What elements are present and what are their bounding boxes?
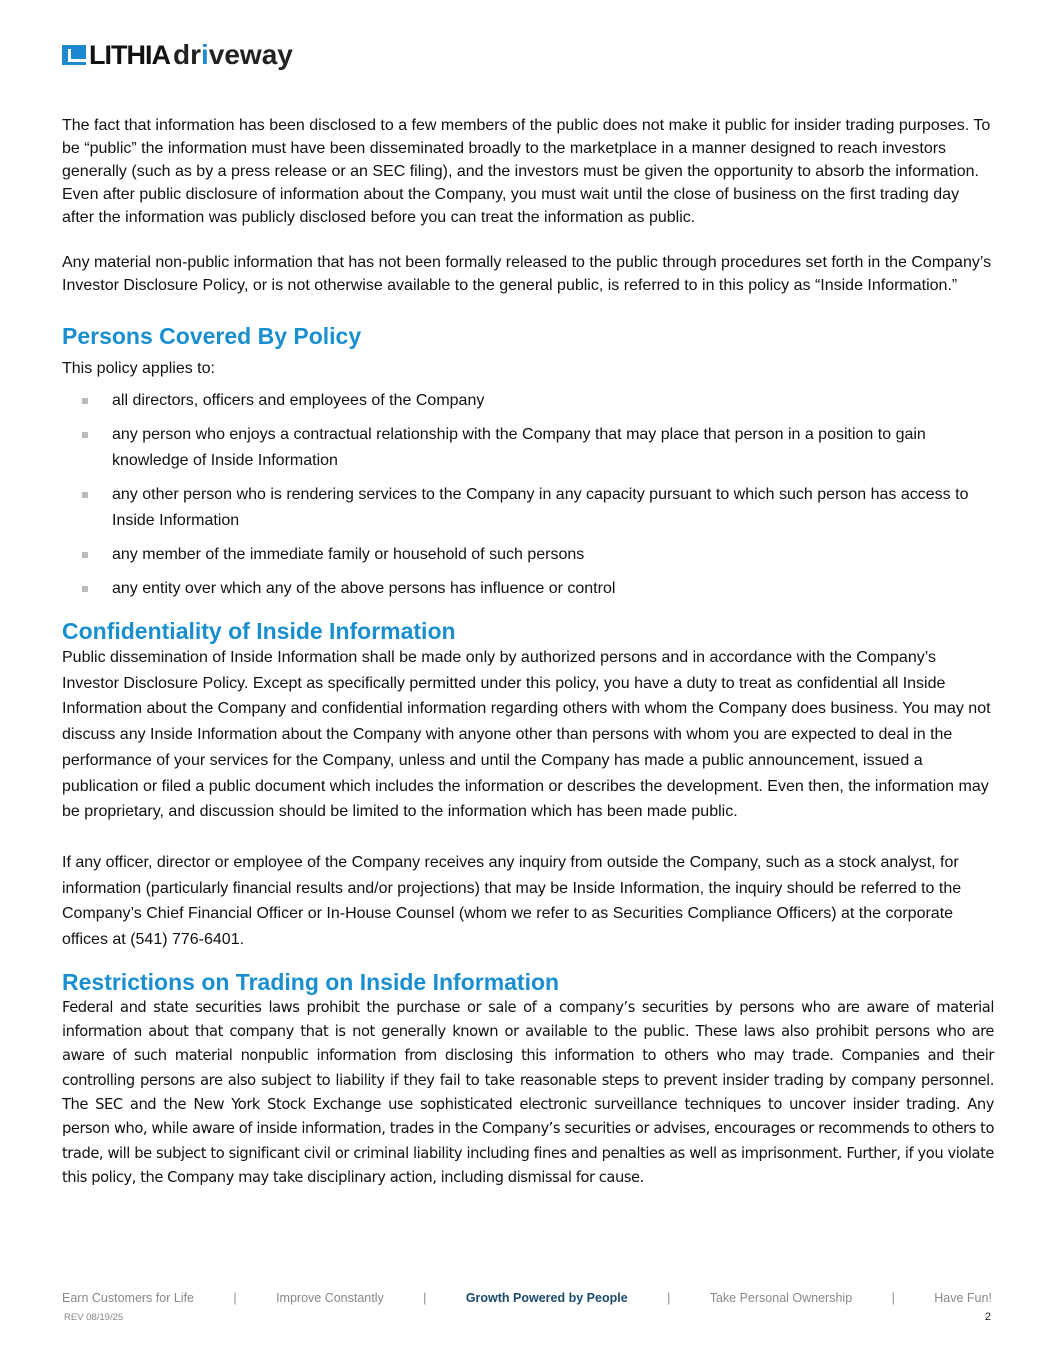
footer-values: [62, 1291, 992, 1305]
list-item: any person who enjoys a contractual relationship with the Company that may place that person in a position to gain knowledge of Inside Information: [62, 422, 994, 474]
footer-value-highlighted: Growth Powered by People: [465, 1291, 628, 1305]
revision-date: REV 08/19/25: [64, 1312, 124, 1323]
company-logo: LITHIA driveway: [62, 38, 293, 72]
footer-separator: |: [891, 1291, 895, 1305]
footer-value: Take Personal Ownership: [709, 1291, 853, 1305]
paragraph-confidentiality-2: If any officer, director or employee of the Company receives any inquiry from outside the Company, such as a stock analyst, for information (particularly financial results and/or projections) that may be Inside Information, the inquiry should be referred to the Company’s Chief Financial Officer or In-House Counsel (whom we refer to as Securities Compliance Officers) at the corporate offices at (541) 776-6401.: [62, 853, 962, 949]
footer-value: Have Fun!: [934, 1291, 992, 1305]
heading-confidentiality: Confidentiality of Inside Information: [62, 618, 456, 644]
footer-value: Earn Customers for Life: [62, 1291, 194, 1305]
list-item: any other person who is rendering services to the Company in any capacity pursuant to which such person has access to Inside Information: [62, 482, 994, 534]
persons-list: [62, 388, 994, 602]
paragraph-public-info: The fact that information has been disclosed to a few members of the public does not make it public for insider trading purposes. To be “public” the information must have been disseminated broadly to the marketplace in a manner designed to reach investors generally (such as by a press release or an SEC filing), and the investors must be given the opportunity to absorb the information. Even after public disclosure of information about the Company, you must wait until the close of business on the first trading day after the information was publicly disclosed before you can treat the information as public.: [62, 117, 991, 226]
paragraph-restrictions: Federal and state securities laws prohibit the purchase or sale of a company’s securities by persons who are aware of material information about that company that is not generally known or available to the public. These laws also prohibit persons who are aware of such material nonpublic information from disclosing this information to others who may trade. Companies and their controlling persons are also subject to liability if they fail to take reasonable steps to prevent insider trading by company personnel. The SEC and the New York Stock Exchange use sophisticated electronic surveillance techniques to uncover insider trading. Any person who, while aware of inside information, trades in the Company’s securities or advises, encourages or recommends to others to trade, will be subject to significant civil or criminal liability including fines and penalties as well as imprisonment. Further, if you violate this policy, the Company may take disciplinary action, including dismissal for cause.: [62, 998, 994, 1186]
persons-intro: This policy applies to:: [62, 360, 215, 377]
heading-persons-covered: Persons Covered By Policy: [62, 323, 362, 349]
heading-restrictions: Restrictions on Trading on Inside Information: [62, 968, 560, 995]
lithia-logo-icon: [62, 45, 86, 65]
footer-separator: |: [233, 1291, 237, 1305]
paragraph-inside-info-definition: Any material non-public information that has not been formally released to the public through procedures set forth in the Company’s Investor Disclosure Policy, or is not otherwise available to the general public, is referred to in this policy as “Inside Information.”: [62, 254, 992, 294]
list-item: all directors, officers and employees of the Company: [62, 388, 994, 414]
footer-separator: |: [667, 1291, 671, 1305]
paragraph-confidentiality-1: Public dissemination of Inside Information shall be made only by authorized persons and in accordance with the Company’s Investor Disclosure Policy. Except as specifically permitted under this policy, you have a duty to treat as confidential all Inside Information about the Company and confidential information regarding others with whom the Company does business. You may not discuss any Inside Information about the Company with anyone other than persons with whom you are expected to deal in the performance of your services for the Company, unless and until the Company has made a public announcement, issued a publication or filed a public document which includes the information or describes the development. Even then, the information may be proprietary, and discussion should be limited to the information which has been made public.: [62, 649, 991, 821]
list-item: any member of the immediate family or household of such persons: [62, 542, 994, 568]
page-number: 2: [984, 1311, 991, 1323]
list-item: any entity over which any of the above persons has influence or control: [62, 576, 994, 602]
footer-separator: |: [423, 1291, 427, 1305]
footer-value: Improve Constantly: [276, 1291, 384, 1305]
